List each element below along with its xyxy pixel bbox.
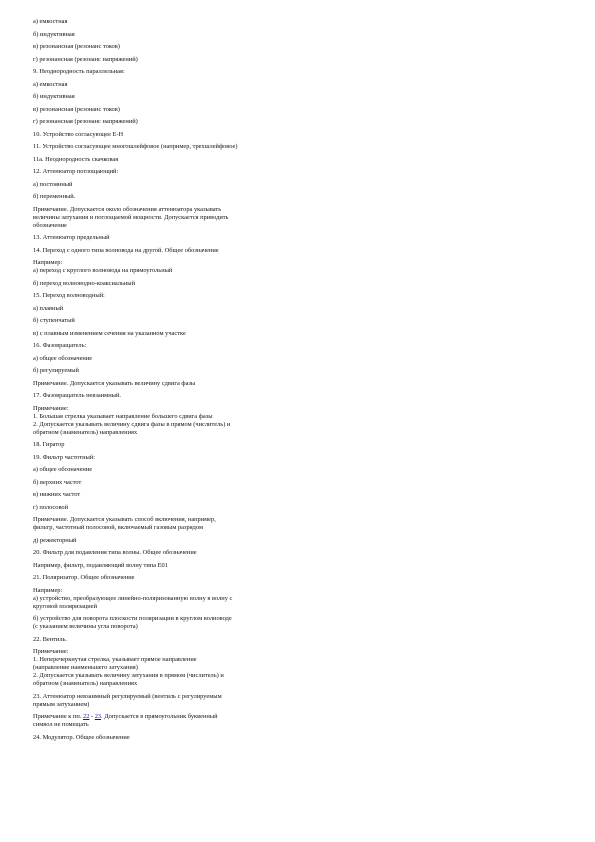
text-line: 1. Неперечеркнутая стрелка, указывает прямое направление xyxy=(33,656,197,663)
text-line: обратном (знаменатель) направлениях xyxy=(33,680,138,687)
text-line: 12. Аттенюатор поглощающий: xyxy=(33,168,119,175)
last-item-line: 24. Модулятор. Общее обозначение xyxy=(33,733,130,741)
text-line: 22. Вентиль. xyxy=(33,635,68,643)
text-line: (с указанием величины угла поворота) xyxy=(33,623,138,630)
text-line: г) полосовой xyxy=(33,503,69,511)
text-line: 17. Фазовращатель невзаимный. xyxy=(33,392,121,399)
document-page xyxy=(33,18,333,742)
text-line: а) общее обозначение xyxy=(33,354,93,362)
note-text-after: . Допускается в прямоугольник буквенный xyxy=(101,713,218,720)
text-line: 11а. Неоднородность скачковая xyxy=(33,155,119,163)
text-line: 9. Неоднородность параллельная: xyxy=(33,68,125,75)
text-line: 10. Устройство согласующее E-H xyxy=(33,130,124,138)
text-line: обратном (знаменатель) направлениях xyxy=(33,428,138,436)
text-line: 11. Устройство согласующее многошлейфовое (например, трехшлейфовое) xyxy=(33,143,238,150)
link-item-23[interactable]: 23 xyxy=(94,713,102,720)
text-line: 20. Фильтр для подавления типа волны. Общее обозначение xyxy=(33,549,197,556)
text-line: в) нижних частот xyxy=(33,491,81,498)
text-line: а) емкостная xyxy=(33,18,68,25)
text-line: а) общее обозначение xyxy=(33,466,93,473)
text-line: Примечание. Допускается указывать величину сдвига фазы xyxy=(33,379,196,387)
text-line: фильтр, частотный полосовой, включаемый газовым разрядом xyxy=(33,524,204,531)
text-line: 19. Фильтр частотный: xyxy=(33,453,95,461)
text-line: в) резонансная (резонанс токов) xyxy=(33,105,120,113)
text-line: 14. Переход с одного типа волновода на другой. Общее обозначение xyxy=(33,246,219,254)
text-line: 16. Фазовращатель: xyxy=(33,342,87,349)
text-line: 1. Большая стрелка указывает направление большего сдвига фазы xyxy=(33,412,213,420)
text-line: круговой поляризацией xyxy=(33,602,97,610)
text-line: б) переменный. xyxy=(33,193,76,200)
text-line: а) переход с круглого волновода на прямоугольный xyxy=(33,267,173,274)
text-line: прямым затуханием) xyxy=(33,700,90,708)
text-line: Например: xyxy=(33,259,63,266)
text-line: Например: xyxy=(33,586,63,594)
text-line: 2. Допускается указывать величину затухания в прямом (числитель) и xyxy=(33,672,224,679)
text-line: 23. Аттенюатор невзаимный регулируемый (вентиль с регулируемым xyxy=(33,692,222,700)
note-dash: - xyxy=(89,713,95,720)
note-links-line-2: символ не помещать xyxy=(33,721,89,728)
text-line: а) плавный xyxy=(33,304,64,312)
text-line: Примечание. Допускается около обозначения аттенюатора указывать xyxy=(33,205,222,213)
text-line: Примечание: xyxy=(33,648,69,655)
note-text-before: Примечание к пп. xyxy=(33,713,84,720)
text-line: 13. Аттенюатор предельный xyxy=(33,234,110,241)
text-line: Примечание. Допускается указывать способ включения, например, xyxy=(33,516,216,523)
text-line: а) постоянный xyxy=(33,180,73,188)
text-line: в) резонансная (резонанс токов) xyxy=(33,43,120,50)
text-line: г) резонансная (резонанс напряжений) xyxy=(33,55,138,63)
text-line: величины затухания и поглощаемой мощности. Допускается приводить xyxy=(33,213,229,221)
text-line: а) емкостная xyxy=(33,80,68,88)
text-line: 21. Поляризатор. Общее обозначение xyxy=(33,574,135,581)
text-line: б) устройство для поворота плоскости поляризации в круглом волноводе xyxy=(33,615,232,622)
text-line: 18. Гиратор xyxy=(33,441,65,448)
text-line: 15. Переход волноводный: xyxy=(33,292,105,299)
text-line: б) ступенчатый xyxy=(33,317,75,324)
text-line: г) резонансная (резонанс напряжений) xyxy=(33,118,138,125)
text-line: б) индуктивная xyxy=(33,30,75,38)
text-line: б) регулируемый xyxy=(33,367,79,374)
text-line: б) индуктивная xyxy=(33,93,75,100)
text-line: д) режекторный xyxy=(33,536,77,544)
text-line: обозначение xyxy=(33,221,67,229)
document-body xyxy=(33,18,333,709)
note-links-line xyxy=(33,713,333,721)
text-line: в) с плавным изменением сечения на указанном участке xyxy=(33,329,186,337)
text-line: а) устройство, преобразующее линейно-поляризованную волну в волну с xyxy=(33,594,233,602)
text-line: б) верхних частот xyxy=(33,478,82,486)
text-line: Например, фильтр, подавляющий волну типа E01 xyxy=(33,561,168,569)
link-item-22[interactable]: 22 xyxy=(83,713,90,720)
text-line: б) переход волноводно-коаксиальный xyxy=(33,279,136,287)
text-line: (направление наименьшего затухания) xyxy=(33,664,138,671)
text-line: Примечание: xyxy=(33,404,69,412)
text-line: 2. Допускается указывать величину сдвига фазы в прямом (числитель) и xyxy=(33,420,231,428)
